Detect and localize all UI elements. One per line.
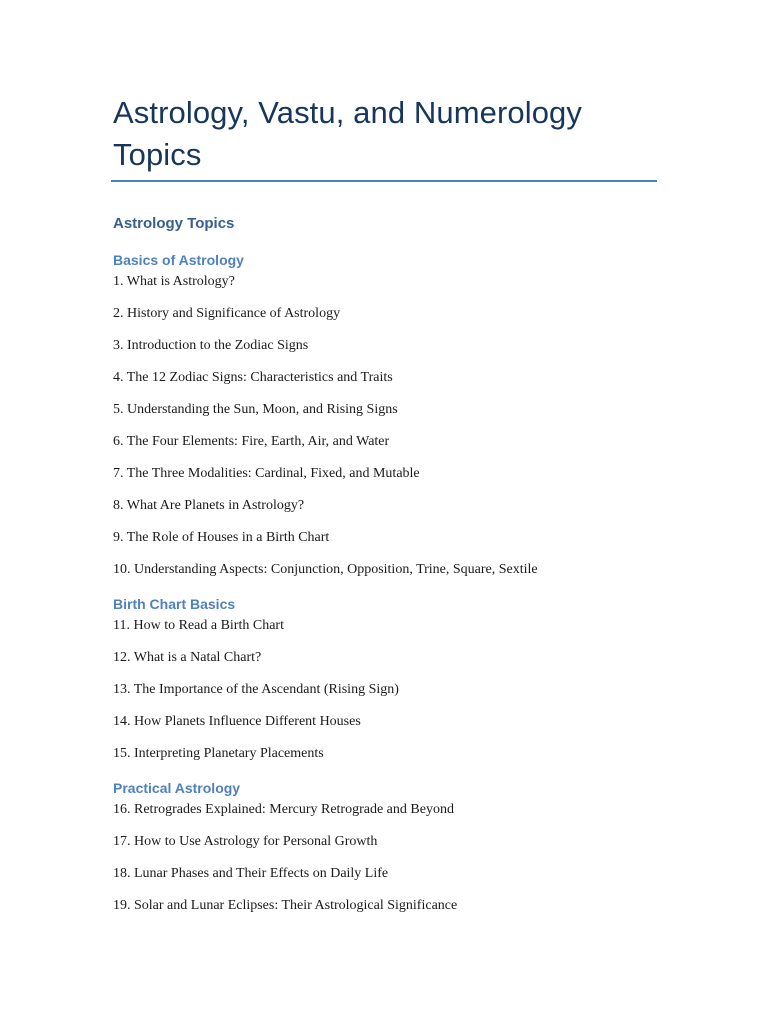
title-divider: [111, 180, 657, 182]
list-item: 16. Retrogrades Explained: Mercury Retrograde and Beyond: [113, 802, 454, 817]
list-item: 10. Understanding Aspects: Conjunction, Opposition, Trine, Square, Sextile: [113, 562, 538, 577]
list-item: 19. Solar and Lunar Eclipses: Their Astrological Significance: [113, 898, 458, 913]
document-body: [113, 212, 713, 917]
section-basics-of-astrology: [113, 250, 713, 581]
list-item: 4. The 12 Zodiac Signs: Characteristics and Traits: [113, 370, 393, 385]
list-item: 12. What is a Natal Chart?: [113, 650, 262, 665]
document-title: Astrology, Vastu, and Numerology Topics: [113, 95, 583, 172]
topic-list: [113, 615, 713, 765]
section-heading-astrology-topics: Astrology Topics: [113, 215, 235, 232]
section-birth-chart-basics: [113, 594, 713, 765]
list-item: 18. Lunar Phases and Their Effects on Daily Life: [113, 866, 389, 881]
section-practical-astrology: [113, 778, 713, 917]
list-item: 5. Understanding the Sun, Moon, and Rising Signs: [113, 402, 398, 417]
topic-list: [113, 799, 713, 917]
list-item: 17. How to Use Astrology for Personal Growth: [113, 834, 378, 849]
list-item: 15. Interpreting Planetary Placements: [113, 746, 324, 761]
list-item: 6. The Four Elements: Fire, Earth, Air, and Water: [113, 434, 390, 449]
topic-list: [113, 271, 713, 581]
list-item: 9. The Role of Houses in a Birth Chart: [113, 530, 330, 545]
list-item: 14. How Planets Influence Different Houses: [113, 714, 361, 729]
list-item: 7. The Three Modalities: Cardinal, Fixed, and Mutable: [113, 466, 420, 481]
list-item: 8. What Are Planets in Astrology?: [113, 498, 305, 513]
subsection-heading: Practical Astrology: [113, 780, 241, 796]
list-item: 1. What is Astrology?: [113, 274, 235, 289]
subsection-heading: Birth Chart Basics: [113, 596, 236, 612]
list-item: 2. History and Significance of Astrology: [113, 306, 341, 321]
list-item: 13. The Importance of the Ascendant (Rising Sign): [113, 682, 399, 697]
subsection-heading: Basics of Astrology: [113, 252, 244, 268]
list-item: 3. Introduction to the Zodiac Signs: [113, 338, 309, 353]
list-item: 11. How to Read a Birth Chart: [113, 618, 284, 633]
